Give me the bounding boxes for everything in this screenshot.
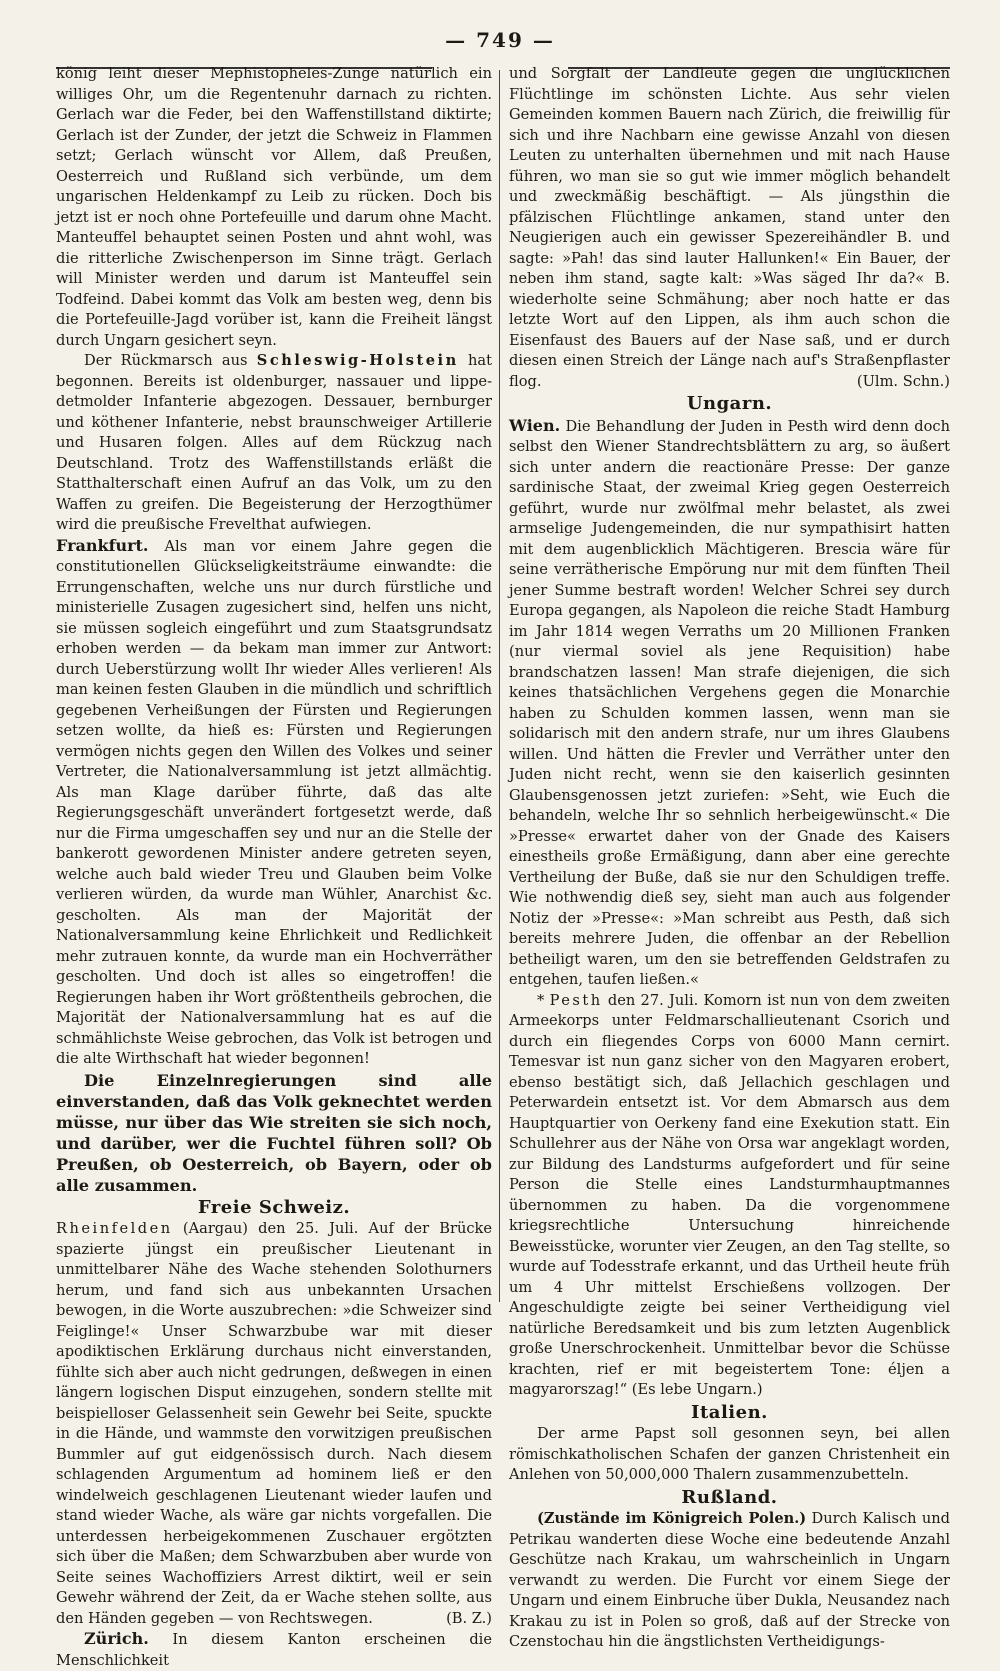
dateline: Frankfurt. bbox=[56, 535, 149, 555]
paragraph-papst: Der arme Papst soll gesonnen seyn, bei allen römischkatholischen Schafen der ganzen Christenheit ein Anlehen von 50,000,000 Thalern zusammenzubetteln. bbox=[509, 1425, 950, 1483]
source-note: (B. Z.) bbox=[446, 1609, 492, 1627]
paragraph-lead: * bbox=[537, 991, 550, 1009]
place-name: Schleswig-Holstein bbox=[256, 352, 459, 369]
section-heading-freie-schweiz: Freie Schweiz. bbox=[197, 1196, 351, 1218]
page-number: — 749 — bbox=[445, 28, 555, 52]
place-name: Pesth bbox=[549, 991, 603, 1009]
paragraph-text: und Sorgfalt der Landleute gegen die unglücklichen Flüchtlinge im schönsten Lichte. Aus sehr vielen Gemeinden kommen Bauern nach Zürich, die freiwillig für sich und ihre Nachbarn eine gewisse Anzahl von diesen Leuten zu unterhalten übernehmen und mit nach Hause führen, wo man sie so gut wie immer möglich behandelt und zweckmäßig beschäftigt. — Als jüngsthin die pfälzischen Flüchtlinge ankamen, stand unter den Neugierigen auch ein gewisser Spezereihändler B. und sagte: »Pah! das sind lauter Hallunken!« Ein Bauer, der neben ihm stand, sagte kalt: »Was säged Ihr da?« B. wiederholte seine Schmähung; aber noch hatte er das letzte Wort auf den Lippen, als ihm auch schon die Eisenfaust des Bauers auf der Nase saß, und er durch diesen einen Streich der Länge nach auf's Straßenpflaster flog. bbox=[509, 65, 950, 390]
paragraph-text: den 27. Juli. Komorn ist nun von dem zweiten Armeekorps unter Feldmarschallieutenant Csorich und durch ein fliegendes Corps von 6000 Mann cernirt. Temesvar ist nun ganz sicher von den Magyaren erobert, ebenso bestätigt sich, daß Jellachich geschlagen und Peterwardein entsetzt ist. Vor dem Abmarsch aus dem Hauptquartier von Oerkeny fand eine Exekution statt. Ein Schullehrer aus der Nähe von Orsa war angeklagt worden, zur Bildung des Landsturms aufgefordert und für seine Person die Stelle eines Landsturmhauptmannes übernommen zu haben. Da die vorgenommene kriegsrechtliche Untersuchung hinreichende Beweisstücke, worunter vier Zeugen, an den Tag stellte, so wurde auf Todesstrafe erkannt, und das Urtheil heute früh um 4 Uhr mittelst Erschießens vollzogen. Der Angeschuldigte zeigte bei seiner Vertheidigung viel natürliche Beredsamkeit und bis zum letzten Augenblick große Unerschrockenheit. Unmittelbar bevor die Schüsse krachten, rief er mit begeistertem Tone: éljen a magyarorszag!“ (Es lebe Ungarn.) bbox=[509, 991, 950, 1398]
paragraph-wien bbox=[509, 416, 950, 991]
place-name: Rheinfelden bbox=[56, 1220, 173, 1237]
paragraph-text: hat begonnen. Bereits ist oldenburger, nassauer und lippe-detmolder Infanterie abgezogen. Dessauer, bernburger und köthener Infanterie, nebst braunschweiger Artillerie und Husaren folgen. Alles auf dem Rückzug nach Deutschland. Trotz des Waffenstillstands erläßt die Statthalterschaft einen Aufruf an das Volk, um zu den Waffen zu greifen. Die Begeisterung der Herzogthümer wird die preußische Frevelthat aufwiegen. bbox=[56, 352, 492, 533]
paragraph-rheinfelden bbox=[56, 1219, 492, 1629]
source-note: (Ulm. Schn.) bbox=[856, 372, 950, 390]
paragraph-frankfurt bbox=[56, 536, 492, 1070]
paragraph-lead: Der Rückmarsch aus bbox=[84, 352, 257, 369]
paragraph-zurich bbox=[56, 1629, 492, 1671]
paragraph-text: Durch Kalisch und Petrikau wanderten diese Woche eine bedeutende Anzahl Geschütze nach Krakau, um wahrscheinlich in Ungarn verwandt zu werden. Die Furcht vor einem Siege der Ungarn und einem Einbruche über Dukla, Neusandez nach Krakau zu ist in Polen so groß, daß auf der Strecke von Czenstochau hin die ängstlichsten Vertheidigungs- bbox=[509, 1510, 950, 1650]
paragraph-text: Die Behandlung der Juden in Pesth wird denn doch selbst den Wiener Standrechtsblättern zu arg, so äußert sich unter andern die reactionäre Presse: Der ganze sardinische Staat, der zweimal Krieg gegen Oesterreich geführt, wurde nur zwölfmal mehr belastet, als zwei armselige Judengemeinden, die nur sympathisirt hatten mit dem augenblicklich Mächtigeren. Brescia wäre für seine verrätherische Empörung nur mit dem fünften Theil jener Summe bestraft worden! Welcher Schrei sey durch Europa gegangen, als Napoleon die reiche Stadt Hamburg im Jahr 1814 wegen Verraths um 20 Millionen Franken (nur viermal soviel als jene Requisition) habe brandschatzen lassen! Man strafe diejenigen, die sich keines thatsächlichen Vergehens gegen die Monarchie haben zu Schulden kommen lassen, wenn man sie solidarisch mit den andern strafe, nur um ihres Glaubens willen. Und hätten die Frevler und Verräther unter den Juden nicht recht, wenn sie den kaiserlich gesinnten Glaubensgenossen jetzt zuriefen: »Seht, wie Euch die behandeln, welche Ihr so sehnlich herbeigewünscht.« Die »Presse« erwartet daher von der Gnade des Kaisers einestheils große Ermäßigung, dann aber eine gerechte Vertheilung der Buße, daß sie nur den Schuldigen treffe. Wie nothwendig dieß sey, sieht man auch aus folgender Notiz der »Presse«: »Man schreibt aus Pesth, daß sich bereits mehrere Juden, die offenbar an der Rebellion betheiligt waren, um den sie betreffenden Geldstrafen zu entgehen, taufen ließen.« bbox=[509, 417, 950, 988]
left-column bbox=[56, 64, 492, 1671]
dateline: Zürich. bbox=[84, 1629, 149, 1648]
paragraph-gerlach: könig leiht dieser Mephistopheles-Zunge natürlich ein williges Ohr, um die Regentenuhr darnach zu richten. Gerlach war die Feder, bei den Waffenstillstand diktirte; Gerlach ist der Zunder, der jetzt die Schweiz in Flammen setzt; Gerlach wünscht vor Allem, daß Preußen, Oesterreich und Rußland sich verbünde, um dem ungarischen Heldenkampf zu Leib zu rücken. Doch bis jetzt ist er noch ohne Portefeuille und darum ohne Macht. Manteuffel behauptet seinen Posten und ahnt wohl, was die ritterliche Zwischenperson im Sinne trägt. Gerlach will Minister werden und darum ist Manteuffel sein Todfeind. Dabei kommt das Volk am besten weg, denn bis die Portefeuille-Jagd vorüber ist, kann die Freiheit längst durch Ungarn gesichert seyn. bbox=[56, 65, 492, 349]
paragraph-pesth bbox=[509, 991, 950, 1401]
paragraph-bold-statement: Die Einzelnregierungen sind alle einverstanden, daß das Volk geknechtet werden müsse, nur über das Wie streiten sie sich noch, und darüber, wer die Fuchtel führen soll? Ob Preußen, ob Oesterreich, ob Bayern, oder ob alle zusammen. bbox=[56, 1070, 492, 1195]
paragraph-text: In diesem Kanton erscheinen die Menschlichkeit bbox=[56, 1631, 492, 1669]
paragraph-schleswig bbox=[56, 351, 492, 536]
paragraph-lead: (Zustände im Königreich Polen.) bbox=[537, 1510, 807, 1527]
paragraph-text: Als man vor einem Jahre gegen die constitutionellen Glückseligkeitsträume einwandte: die Errungenschaften, welche uns nur durch fürstliche und ministerielle Zusagen zugesichert sind, helfen uns nicht, sie müssen sogleich eingeführt und zum Staatsgrundsatz erhoben werden — da bekam man immer zur Antwort: durch Ueberstürzung wollt Ihr wieder Alles verlieren! Als man keinen festen Glauben in die mündlich und schriftlich gegebenen Verheißungen der Fürsten und Regierungen setzen wollte, da hieß es: Fürsten und Regierungen vermögen nichts gegen den Willen des Volkes und seiner Vertreter, die Nationalversammlung ist jetzt allmächtig. Als man Klage darüber führte, daß das alte Regierungsgeschäft unverändert fortgesetzt werde, daß nur die Firma umgeschaffen sey und nur an die Stelle der bankerott gewordenen Minister andere getreten seyen, welche auch bald wieder Treu und Glauben beim Volke verlieren würden, da wurde man Wühler, Anarchist &c. gescholten. Als man der Majorität der Nationalversammlung keine Ehrlichkeit und Redlichkeit mehr zutrauen konnte, da wurde man ein Hochverräther gescholten. Und doch ist alles so eingetroffen! die Regierungen haben ihr Wort größtentheils gebrochen, die Majorität der Nationalversammlung hat es auf die schmählichste Weise gebrochen, das Volk ist betrogen und die alte Wirthschaft hat wieder begonnen! bbox=[56, 537, 492, 1067]
paragraph-zurich-cont bbox=[509, 64, 950, 392]
section-heading-ungarn: Ungarn. bbox=[686, 393, 773, 414]
paragraph-text: (Aargau) den 25. Juli. Auf der Brücke spazierte jüngst ein preußischer Lieutenant in unmittelbarer Nähe des Wache stehenden Solothurners herum, und fand sich aus unbekannten Ursachen bewogen, in die Worte auszubrechen: »die Schweizer sind Feiglinge!« Unser Schwarzbube war mit dieser apodiktischen Erklärung durchaus nicht einverstanden, fühlte sich aber auch nicht gedrungen, deßwegen in einen längern logischen Disput einzugehen, sondern stellte mit beispielloser Gelassenheit sein Gewehr bei Seite, spuckte in die Hände, und wammste den vorwitzigen preußischen Bummler auf gut eidgenössisch durch. Nach diesem schlagenden Argumentum ad hominem ließ er den windelweich geschlagenen Lieutenant wieder laufen und stand wieder Wache, als wäre gar nichts vorgefallen. Die unterdessen herbeigekommenen Zuschauer ergötzten sich über die Maßen; dem Schwarzbuben aber wurde von Seite seines Wachoffiziers Arrest diktirt, weil er sein Gewehr während der Zeit, da er Wache stehen sollte, aus den Händen gegeben — von Rechtswegen. bbox=[56, 1220, 492, 1627]
column-divider bbox=[499, 70, 500, 1302]
section-heading-russland: Rußland. bbox=[681, 1486, 778, 1508]
right-column bbox=[509, 64, 950, 1653]
dateline: Wien. bbox=[509, 415, 561, 435]
section-heading-italien: Italien. bbox=[691, 1401, 768, 1423]
paragraph-polen bbox=[509, 1509, 950, 1653]
